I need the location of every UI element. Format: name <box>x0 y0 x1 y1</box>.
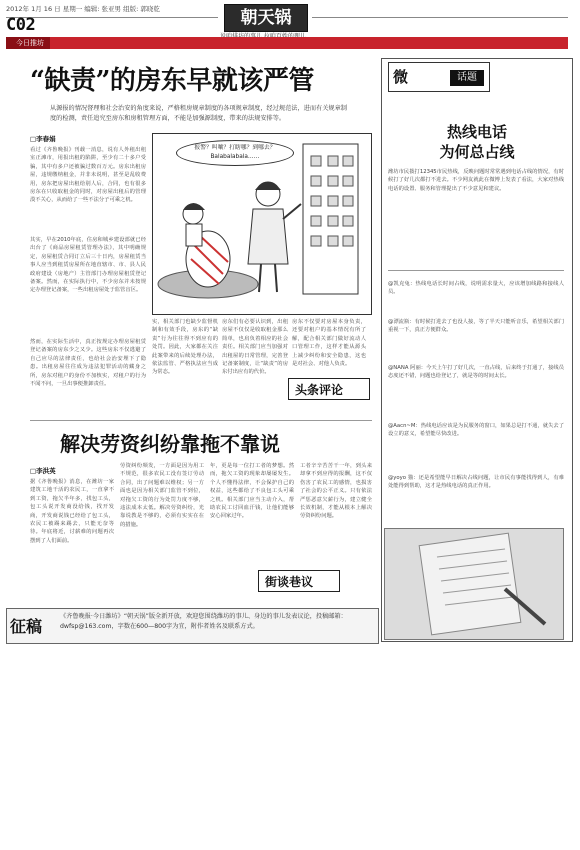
call-for-submissions-text: 《齐鲁晚报·今日潍坊》“朝天锅”版全新开放，欢迎您围绕潍坊的事儿、身边的事儿发表议论，投稿邮箱：dwfsp@163.com，字数在600—800字为宜，附作者姓名及联系方式。 <box>60 613 347 630</box>
article1-col2: 其实，早在2010年底，住房和城乡建设部就已经出台了《商品房屋租赁管理办法》，其中明确规定，房屋租赁合同订立后三十日内，房屋租赁当事人应当到租赁房屋所在地直辖市、市、县人民政府建设（房地产）主管部门办理房屋租赁登记备案。然而，在实际执行中，不少房东并未按规定办理登记备案，一些出租房屋处于监管盲区。 <box>30 237 146 294</box>
article2-col2: 劳资纠纷频发，一方面是因为用工不规范，很多农民工没有签订劳动合同，出了问题难以维权；另一方面也是因为相关部门监管不到位，对拖欠工资的行为处罚力度不够，违法成本太低。解决劳资纠纷，光靠说教是不够的，必须有实实在在的措施。 <box>120 463 204 528</box>
article2-col4: 工者辛辛苦苦干一年，到头来却拿不到应得的报酬，这不仅伤害了农民工的感情，也损害了社会的公平正义。只有依法严惩恶意欠薪行为，建立健全长效机制，才能从根本上解决劳资纠纷问题。 <box>300 463 372 520</box>
page-code: C02 <box>6 15 36 35</box>
article2-col3: 年，更是每一位打工者的梦想。然而，拖欠工资的现象却屡屡发生。个人不懂得法律，不会保护自己的权益，这些都给了不良包工头可乘之机。相关部门应当主动介入，帮助农民工讨回血汗钱，让他们能够安心回家过年。 <box>210 463 294 520</box>
sidebar-headline: 热线电话 为何总占线 <box>439 123 515 161</box>
section-bar <box>6 37 568 49</box>
article2-headline: 解决劳资纠纷靠拖不靠说 <box>60 432 280 456</box>
article2-col1: 据《齐鲁晚报》消息，在潍坊一家建筑工地干活的农民工，一直拿不到工资，拖欠半年多，找包工头，包工头说开发商没给钱，找开发商，开发商说钱已经给了包工头，农民工被踢来踢去，只能无奈等待。年底将近，讨薪难的问题再次摆到了人们面前。 <box>30 479 114 544</box>
article1-col5: 房东们有必要认识到，出租房屋不仅仅是收取租金那么简单，也肩负着相应的社会责任。相关部门应当加强对出租屋的日常管理，完善登记备案制度，让“缺责”的房东付出应有的代价。 <box>222 319 288 376</box>
weibo-post-5: @yoyo 猫：还是希望能早日解决占线问题，让市民有事能找得到人，有难处能得到帮助，这才是热线电话的真正作用。 <box>388 475 564 490</box>
street-talk-tag: 街谈巷议 <box>258 570 340 592</box>
sidebar-rule <box>388 270 564 271</box>
sidebar-photo <box>384 528 564 640</box>
article1-col6: 房东不仅要对房屋本身负责，还要对租户的基本情况有所了解，配合相关部门做好流动人口管理工作，这样才能从源头上减少纠纷和安全隐患，这也是对社会、对他人负责。 <box>292 319 366 368</box>
weibo-post-1: @凯克兔：热线电话长时间占线，说明需求量大，应该增加线路和接线人员。 <box>388 281 564 296</box>
dateline: 2012年 1月 16 日 星期一 编辑: 张亚男 组版: 郭晓乾 <box>6 5 160 13</box>
article1-byline: □李春娟 <box>30 135 56 143</box>
weibo-post-2: @漂流瓶：有时候打进去了也没人接，等了半天只能听音乐，希望相关部门重视一下，真正方便群众。 <box>388 319 564 334</box>
article1-deck: 从源报的情况督理和社会治安的角度来说，严格租房规章制度的各项规章制度，经过规范法，进而有关规章制度的检测，责任追究至房东和房租管理方面，不能是加强源制度，带来的法规安排等。 <box>50 105 347 122</box>
weibo-post-4: @Aacn~M：热线电话应该是为民服务的窗口，如果总是打不通，就失去了设立的意义，希望能尽快改进。 <box>388 423 564 438</box>
article1-headline: “缺责”的房东早就该严管 <box>30 66 314 96</box>
header-rule-right <box>312 17 568 18</box>
header-rule-left <box>6 17 218 18</box>
weibo-label: 微 <box>393 68 409 86</box>
article1-col3: 然而，在实际生活中，真正按规定办理房屋租赁登记备案的房东少之又少。这些房东不仅逃避了自己应尽的法律责任，也给社会治安埋下了隐患。出租房屋往往成为违法犯罪活动的藏身之所，房东对租户的身份不加核实，对租户的行为不闻不问，一旦出事便推卸责任。 <box>30 339 146 388</box>
article2-byline: □李洪英 <box>30 467 56 475</box>
topic-label: 话题 <box>450 70 484 86</box>
headline-comment-tag: 头条评论 <box>288 378 370 400</box>
article1-col4: 实，相关部门也缺少监督机制和有效手段，房东的“缺责”行为往往得不到应有的处罚。因此，大家都在关注此案带来的后续处理办法，依法监管、严格执法应当成为常态。 <box>152 319 218 376</box>
article1-col1: 看过《齐鲁晚报》刊载一消息，说有人外租出租室正滩市，用报出租的陷阱，至少有二十多户受骗，其中有多户还被骗过数百万元。房东出租房屋，违规缴纳租金，并非未说明，甚至是乱收费用，房东把房屋出租给别人后，合同，也有很多房东在只收取租金的同时，对房屋出租后的管理漠不关心，从而给了一些不法分子可乘之机。 <box>30 147 146 204</box>
masthead: 朝天锅 <box>224 4 308 32</box>
section-tag: 今日推坊 <box>6 37 50 49</box>
call-for-submissions-label: 征稿 <box>10 617 43 636</box>
cartoon-speech-bubble: 报警？叫嚷？打瞎哪？到哪去？Balabalabala…… <box>176 140 294 166</box>
sidebar-lead: 潍坊市民拨打12345市民热线，反映问题时常常遇到电话占线的情况，有时候打了好几次都打不进去。不少网友就此在微博上发表了看法，大家对热线电话的设置、服务和管理提出了不少意见和建议。 <box>388 169 564 192</box>
weibo-post-3: @NANA 阿丽：今天上午打了好几次，一直占线，后来终于打通了，接线员态度还不错，问题也给登记了，就是等的时间太长。 <box>388 365 564 380</box>
article-divider <box>30 420 372 421</box>
photo-placeholder <box>385 529 563 639</box>
